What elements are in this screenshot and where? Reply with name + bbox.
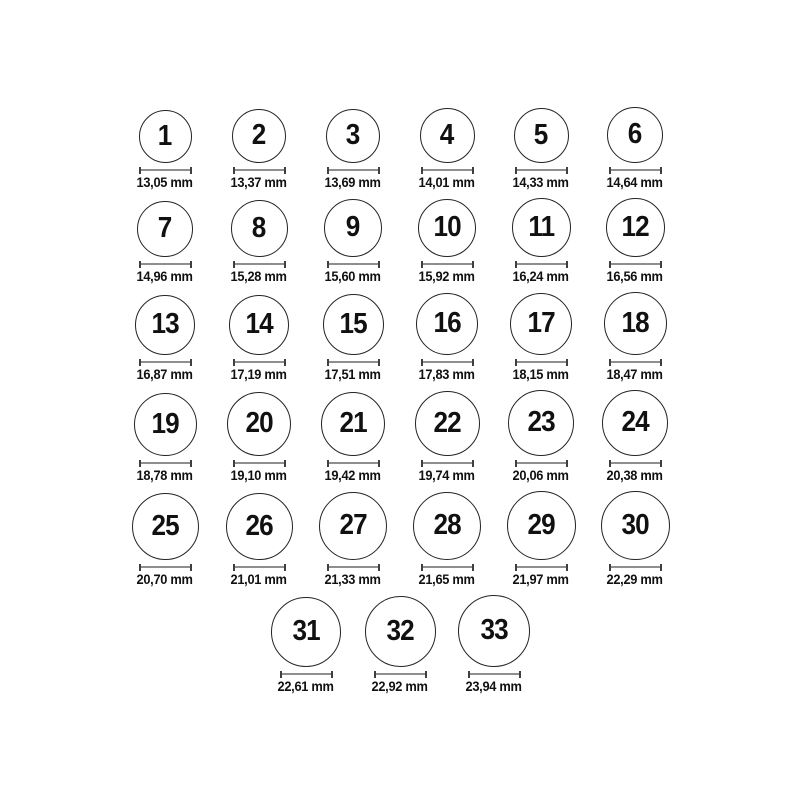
dimension-tick-right-icon [378,564,380,571]
diameter-dimension-line [515,460,568,467]
ring-size-cell [306,492,400,587]
diameter-dimension-line [421,359,474,366]
ring-circle [607,107,663,163]
ring-size-number: 28 [433,509,461,541]
ring-size-number: 9 [346,211,360,243]
ring-size-number: 26 [245,509,273,542]
dimension-bar [329,566,378,568]
ring-size-row [118,107,682,190]
ring-size-cell [494,198,588,284]
diameter-label: 17,83 mm [418,366,476,382]
ring-circle [508,390,574,456]
ring-size-cell [118,493,212,587]
dimension-tick-right-icon [660,167,662,174]
ring-size-number: 19 [151,407,179,440]
ring-circle [229,295,289,355]
ring-size-row [118,491,682,587]
dimension-bar [235,462,284,464]
ring-size-cell [588,198,682,284]
dimension-tick-right-icon [660,261,662,268]
ring-size-number: 7 [158,212,172,244]
dimension-bar [611,566,660,568]
ring-size-row [118,390,682,483]
diameter-label: 13,69 mm [324,174,382,190]
dimension-bar [517,462,566,464]
ring-circle [226,493,293,560]
dimension-bar [423,566,472,568]
ring-size-cell [447,595,541,694]
ring-size-number: 4 [440,118,454,151]
diameter-dimension-line [327,460,380,467]
diameter-label: 14,96 mm [136,268,194,284]
ring-size-number: 30 [621,508,649,541]
ring-circle [319,492,387,560]
diameter-label: 23,94 mm [465,678,523,694]
ring-size-cell [400,391,494,483]
ring-circle [416,293,478,355]
dimension-tick-right-icon [190,359,192,366]
ring-size-cell [118,295,212,382]
dimension-bar [517,169,566,171]
ring-circle [323,294,384,355]
ring-circle [132,493,199,560]
diameter-dimension-line [515,359,568,366]
ring-size-number: 14 [245,308,273,340]
ring-size-number: 21 [339,407,367,439]
dimension-bar [611,169,660,171]
diameter-dimension-line [421,564,474,571]
diameter-label: 18,47 mm [606,366,664,382]
dimension-tick-right-icon [378,261,380,268]
dimension-tick-right-icon [284,261,286,268]
ring-circle [232,109,286,163]
dimension-bar [235,566,284,568]
ring-size-cell [400,293,494,382]
dimension-tick-right-icon [425,671,427,678]
ring-circle [134,393,197,456]
diameter-label: 17,51 mm [324,366,382,382]
ring-circle [512,198,571,257]
ring-size-cell [306,392,400,483]
ring-size-number: 23 [527,406,555,438]
ring-circle [227,392,291,456]
dimension-tick-right-icon [472,167,474,174]
ring-size-number: 20 [245,407,273,439]
ring-size-cell [353,596,447,694]
ring-size-cell [212,109,306,190]
ring-circle [231,200,288,257]
dimension-bar [235,361,284,363]
diameter-dimension-line [139,359,192,366]
diameter-label: 14,33 mm [512,174,570,190]
dimension-bar [141,462,190,464]
diameter-label: 19,10 mm [230,467,288,483]
ring-size-number: 16 [433,307,461,339]
ring-size-row [118,198,682,284]
dimension-tick-right-icon [190,564,192,571]
ring-size-cell [588,107,682,190]
dimension-tick-right-icon [566,564,568,571]
diameter-label: 14,01 mm [418,174,476,190]
ring-size-cell [400,199,494,284]
dimension-bar [235,169,284,171]
dimension-bar [611,361,660,363]
ring-size-cell [588,390,682,483]
ring-size-number: 12 [621,210,649,243]
ring-size-number: 8 [252,211,266,244]
ring-size-cell [494,390,588,483]
ring-circle [418,199,476,257]
ring-circle [420,108,475,163]
ring-circle [137,201,193,257]
dimension-bar [423,462,472,464]
ring-size-cell [494,293,588,382]
diameter-label: 18,78 mm [136,467,194,483]
ring-size-cell [306,294,400,382]
ring-size-cell [212,295,306,382]
dimension-bar [470,673,519,675]
diameter-label: 15,60 mm [324,268,382,284]
ring-size-number: 29 [527,508,555,541]
dimension-tick-right-icon [331,671,333,678]
diameter-dimension-line [374,671,427,678]
diameter-dimension-line [280,671,333,678]
ring-circle [135,295,195,355]
ring-size-number: 31 [292,615,320,647]
dimension-tick-right-icon [284,564,286,571]
ring-size-cell [494,108,588,190]
diameter-label: 20,38 mm [606,467,664,483]
dimension-tick-right-icon [566,460,568,467]
ring-size-cell [400,108,494,190]
diameter-dimension-line [609,564,662,571]
dimension-bar [235,263,284,265]
ring-size-cell [118,393,212,483]
diameter-dimension-line [327,564,380,571]
dimension-tick-right-icon [566,261,568,268]
diameter-label: 20,06 mm [512,467,570,483]
diameter-dimension-line [327,359,380,366]
diameter-dimension-line [139,167,192,174]
diameter-label: 16,87 mm [136,366,194,382]
dimension-bar [329,169,378,171]
ring-size-cell [212,493,306,587]
ring-size-cell [588,491,682,587]
diameter-dimension-line [233,167,286,174]
ring-size-number: 27 [339,509,367,541]
diameter-label: 16,56 mm [606,268,664,284]
ring-size-cell [212,392,306,483]
ring-circle [604,292,667,355]
diameter-dimension-line [327,167,380,174]
ring-circle [507,491,576,560]
ring-size-number: 32 [386,614,414,647]
diameter-label: 21,01 mm [230,571,288,587]
diameter-label: 13,37 mm [230,174,288,190]
ring-size-cell [306,109,400,190]
ring-size-cell [588,292,682,382]
dimension-tick-right-icon [566,167,568,174]
dimension-bar [423,169,472,171]
dimension-tick-right-icon [284,167,286,174]
ring-circle [606,198,665,257]
ring-circle [271,597,341,667]
ring-circle [326,109,380,163]
ring-size-number: 15 [339,307,367,340]
diameter-label: 19,42 mm [324,467,382,483]
diameter-dimension-line [233,564,286,571]
ring-size-cell [306,199,400,284]
diameter-dimension-line [139,564,192,571]
diameter-dimension-line [515,261,568,268]
dimension-tick-right-icon [472,460,474,467]
diameter-dimension-line [139,261,192,268]
dimension-tick-right-icon [284,460,286,467]
dimension-bar [517,361,566,363]
ring-size-cell [118,201,212,284]
diameter-label: 22,92 mm [371,678,429,694]
dimension-bar [141,263,190,265]
diameter-dimension-line [327,261,380,268]
diameter-dimension-line [421,167,474,174]
ring-circle [139,110,192,163]
ring-circle [324,199,382,257]
dimension-tick-right-icon [472,261,474,268]
diameter-dimension-line [468,671,521,678]
ring-circle [365,596,436,667]
dimension-tick-right-icon [472,359,474,366]
diameter-label: 19,74 mm [418,467,476,483]
ring-size-number: 10 [433,211,461,243]
ring-circle [601,491,670,560]
dimension-bar [423,263,472,265]
diameter-dimension-line [421,460,474,467]
ring-circle [514,108,569,163]
dimension-bar [329,462,378,464]
diameter-label: 21,97 mm [512,571,570,587]
ring-size-number: 22 [433,406,461,439]
ring-size-row [118,292,682,382]
ring-size-cell [494,491,588,587]
ring-size-chart [118,107,682,694]
ring-circle [415,391,480,456]
diameter-label: 20,70 mm [136,571,194,587]
diameter-dimension-line [515,564,568,571]
ring-size-number: 17 [527,307,555,339]
diameter-label: 21,33 mm [324,571,382,587]
ring-circle [413,492,481,560]
dimension-tick-right-icon [472,564,474,571]
ring-size-number: 11 [528,210,554,243]
dimension-tick-right-icon [190,261,192,268]
ring-circle [510,293,572,355]
diameter-dimension-line [609,460,662,467]
dimension-tick-right-icon [378,460,380,467]
dimension-tick-right-icon [566,359,568,366]
ring-size-row [259,595,541,694]
diameter-label: 14,64 mm [606,174,664,190]
dimension-tick-right-icon [378,167,380,174]
dimension-bar [141,361,190,363]
ring-size-number: 24 [621,406,649,438]
dimension-bar [611,263,660,265]
dimension-tick-right-icon [660,564,662,571]
dimension-bar [611,462,660,464]
diameter-label: 16,24 mm [512,268,570,284]
dimension-bar [517,263,566,265]
diameter-dimension-line [421,261,474,268]
ring-size-cell [259,597,353,694]
dimension-bar [282,673,331,675]
diameter-label: 15,28 mm [230,268,288,284]
ring-size-number: 6 [628,118,642,150]
ring-circle [321,392,385,456]
dimension-tick-right-icon [660,460,662,467]
diameter-dimension-line [515,167,568,174]
ring-size-cell [118,110,212,190]
diameter-label: 22,29 mm [606,571,664,587]
dimension-bar [329,263,378,265]
dimension-tick-right-icon [378,359,380,366]
dimension-tick-right-icon [190,167,192,174]
dimension-bar [376,673,425,675]
ring-circle [602,390,668,456]
dimension-bar [141,566,190,568]
ring-size-number: 3 [346,119,360,151]
diameter-dimension-line [609,261,662,268]
dimension-tick-right-icon [660,359,662,366]
diameter-label: 17,19 mm [230,366,288,382]
diameter-dimension-line [609,167,662,174]
ring-circle [458,595,530,667]
diameter-label: 21,65 mm [418,571,476,587]
ring-size-cell [400,492,494,587]
diameter-dimension-line [139,460,192,467]
diameter-label: 13,05 mm [136,174,194,190]
ring-size-number: 13 [151,308,179,340]
dimension-bar [141,169,190,171]
dimension-bar [423,361,472,363]
diameter-label: 15,92 mm [418,268,476,284]
dimension-tick-right-icon [284,359,286,366]
ring-size-number: 18 [621,306,649,339]
dimension-bar [517,566,566,568]
ring-size-number: 5 [534,118,548,151]
dimension-tick-right-icon [190,460,192,467]
diameter-label: 18,15 mm [512,366,570,382]
ring-size-number: 1 [158,119,172,152]
diameter-dimension-line [609,359,662,366]
ring-size-cell [212,200,306,284]
ring-size-number: 2 [252,119,266,151]
diameter-dimension-line [233,460,286,467]
ring-size-number: 33 [480,614,508,646]
ring-size-number: 25 [151,509,179,542]
diameter-dimension-line [233,261,286,268]
diameter-dimension-line [233,359,286,366]
diameter-label: 22,61 mm [277,678,335,694]
dimension-bar [329,361,378,363]
dimension-tick-right-icon [519,671,521,678]
